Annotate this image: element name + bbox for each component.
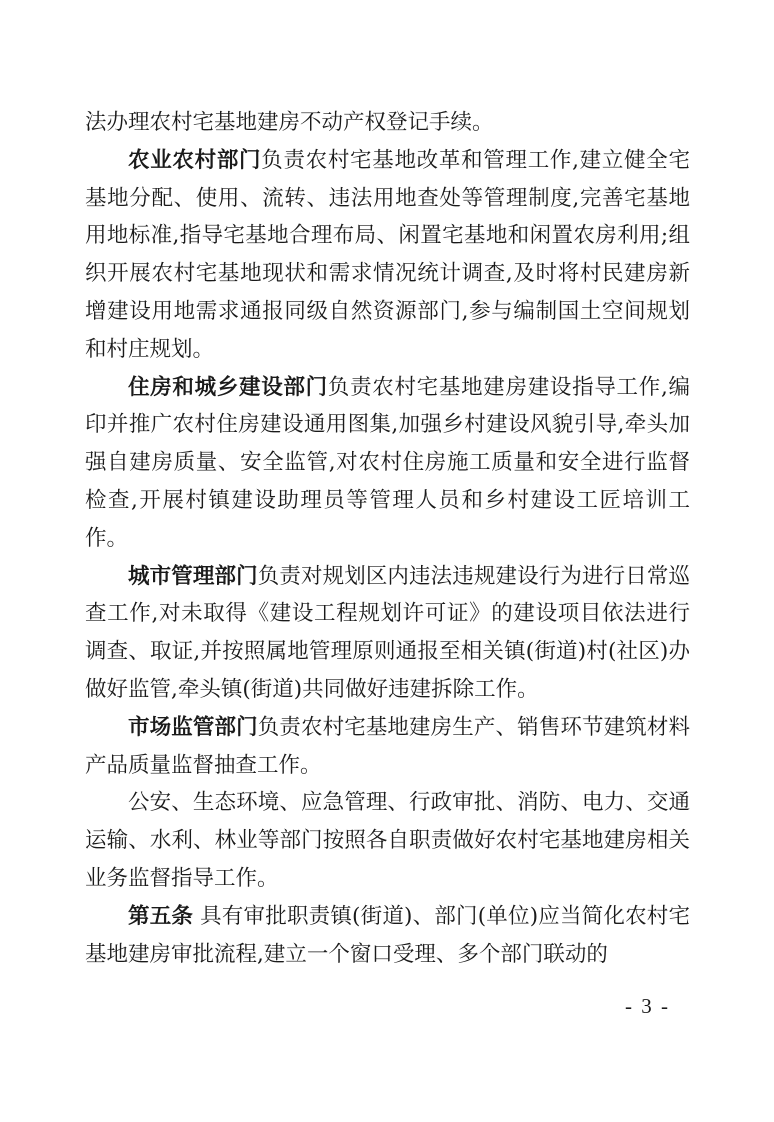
- paragraph-text: 具有审批职责镇(街道)、部门(单位)应当简化农村宅基地建房审批流程,建立一个窗口受理、多个部门联动的: [85, 903, 690, 967]
- paragraph-lead: 市场监管部门: [128, 714, 258, 740]
- paragraph-agriculture-department: [85, 142, 690, 369]
- document-body: [85, 104, 690, 973]
- paragraph-text: 负责农村宅基地改革和管理工作,建立健全宅基地分配、使用、流转、违法用地查处等管理制度,完善宅基地用地标准,指导宅基地合理布局、闲置宅基地和闲置农房利用;组织开展农村宅基地现状和需求情况统计调查,及时将村民建房新增建设用地需求通报同级自然资源部门,参与编制国土空间规划和村庄规划。: [85, 147, 690, 362]
- paragraph-text: 法办理农村宅基地建房不动产权登记手续。: [85, 110, 494, 135]
- paragraph-housing-department: [85, 369, 690, 558]
- paragraph-text: 负责对规划区内违法违规建设行为进行日常巡查工作,对未取得《建设工程规划许可证》的建设项目依法进行调查、取证,并按照属地管理原则通报至相关镇(街道)村(社区)办做好监管,牵头镇(街道)共同做好违建拆除工作。: [85, 563, 690, 702]
- article-heading: 第五条: [128, 903, 194, 929]
- paragraph-article-five: [85, 898, 690, 974]
- paragraph-continuation: [85, 104, 690, 142]
- paragraph-market-supervision-department: [85, 709, 690, 785]
- paragraph-lead: 农业农村部门: [128, 147, 262, 173]
- paragraph-urban-management-department: [85, 558, 690, 709]
- paragraph-other-departments: [85, 784, 690, 897]
- page-number: - 3 -: [625, 994, 670, 1018]
- paragraph-text: 公安、生态环境、应急管理、行政审批、消防、电力、交通运输、水利、林业等部门按照各自职责做好农村宅基地建房相关业务监督指导工作。: [85, 790, 690, 891]
- paragraph-lead: 城市管理部门: [128, 563, 258, 589]
- paragraph-lead: 住房和城乡建设部门: [128, 374, 328, 400]
- paragraph-text: 负责农村宅基地建房生产、销售环节建筑材料产品质量监督抽查工作。: [85, 714, 690, 778]
- paragraph-text: 负责农村宅基地建房建设指导工作,编印并推广农村住房建设通用图集,加强乡村建设风貌引导,牵头加强自建房质量、安全监管,对农村住房施工质量和安全进行监督检查,开展村镇建设助理员等管理人员和乡村建设工匠培训工作。: [85, 374, 690, 551]
